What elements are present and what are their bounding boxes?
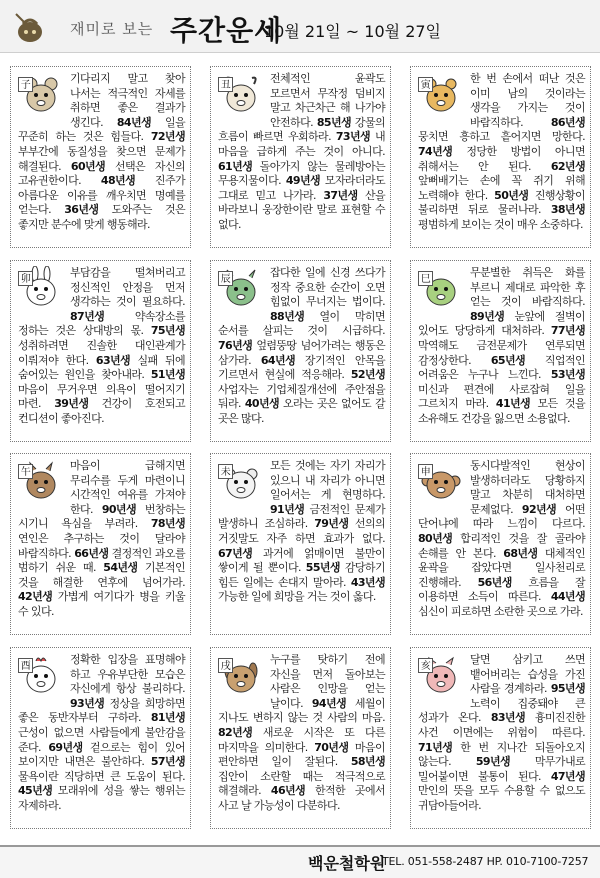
dragon-icon [218, 266, 264, 310]
snake-icon [418, 266, 464, 310]
rabbit-icon [18, 266, 64, 310]
horoscope-panel-rooster [10, 647, 191, 829]
rat-icon [18, 72, 64, 116]
horoscope-text [418, 653, 585, 814]
tiger-icon [418, 72, 464, 116]
page-title: 주간운세 [170, 14, 283, 47]
sheep-icon [218, 459, 264, 503]
horoscope-panel-tiger [410, 66, 591, 248]
horoscope-text [18, 266, 185, 427]
horoscope-body: 달면 삼키고 쓰면 뱉어버리는 습성을 가진 사람을 경계하라. 95년생 노력이 집중돼야 큰 성과가 온다. 83년생 흉미진진한 사건 이면에는 위험이 따른다. 71년생 한 번 지나간 되돌아오지 않는다. 59년생 막무가내로 밀어붙이면 불통이 된다. 47년생 만인의 뜻을 모두 수용할 수 없으도 귀담아들어라. [418, 653, 586, 812]
zodiac-hanja-label: 巳 [418, 271, 433, 286]
rooster-icon [18, 653, 64, 697]
horoscope-body: 정확한 입장을 표명해야 하고 우유부단한 모습은 자신에게 항상 불리하다. 93년생 정상을 희망하면 좋은 동반자부터 구하라. 81년생 근성이 없으면 사람들에게 불안감을 준다. 69년생 겉으로는 힘이 있어 보이지만 내면은 불안하다. 57년생 물욕이란 직당하면 큰 도움이 된다. 45년생 모래위에 성을 쌓는 행위는 자제하라. [18, 653, 185, 812]
horoscope-body: 무분별한 취득은 화를 부르니 제대로 파악한 후 얻는 것이 바람직하다. 89년생 눈앞에 절벽이 있어도 당당하게 대처하라. 77년생 막역해도 금전문제가 연루되면 감정상한다. 65년생 직업적인 어려움은 누구나 느낀다. 53년생 미신과 편견에 사로잡혀 일을 그르치지 마라. 41년생 모든 것을 소유해도 건강을 잃으면 소용없다. [418, 266, 585, 425]
zodiac-hanja-label: 午 [18, 464, 33, 479]
horoscope-panel-sheep [210, 453, 391, 635]
horoscope-body: 누구를 탓하기 전에 자신을 먼저 돌아보는 사람은 인망을 얻는 날이다. 94년생 세월이 지나도 변하지 않는 것 사람의 마음. 82년생 새로운 시작은 또 다른 마지막을 의미한다. 70년생 마음이 편안하면 일이 잘된다. 58년생 집안이 소란할 때는 적극적으로 해결해라. 46년생 한적한 곳에서 사고 날 가능성이 다분하다. [218, 653, 385, 812]
zodiac-hanja-label: 申 [418, 464, 433, 479]
zodiac-hanja-label: 卯 [18, 271, 33, 286]
horoscope-text [18, 459, 185, 620]
horoscope-text [218, 459, 385, 605]
horoscope-body: 기다리지 말고 찾아 나서는 적극적인 자세를 취하면 좋은 결과가 생긴다. 84년생 일을 꾸준히 하는 것은 힘들다. 72년생 부부간에 동질성을 찾으면 문제가 해결된다. 60년생 선택은 자신의 고유권한이다. 48년생 진주가 아름다운 이유를 깨우치면 명예를 얻는다. 36년생 도와주는 것은 좋지만 분수에 맞게 행동해라. [18, 72, 186, 231]
zodiac-hanja-label: 寅 [418, 77, 433, 92]
horoscope-body: 전체적인 윤곽도 모르면서 무작정 덤비지 말고 차근차근 해 나가야 안전하다. 85년생 강물의 흐름이 빠르면 우회하라. 73년생 내 마음을 급하게 주는 것이 아니다. 61년생 돌아가지 않는 물레방아는 무용지물이다. 49년생 모자라더라도 그대로 믿고 나가라. 37년생 산을 바라보니 웅장한이란 말로 표현할 수 없다. [218, 72, 385, 231]
horoscope-body: 모든 것에는 자기 자리가 있으니 내 자리가 아니면 일어서는 게 현명하다. 91년생 금전적인 문제가 발생하니 조심하라. 79년생 선의의 거짓말도 자주 하면 효과가 없다. 67년생 과거에 얽매이면 불만이 쌓이게 될 뿐이다. 55년생 감당하기 힘든 일에는 손대지 말아라. 43년생 가능한 일에 희망을 거는 것이 옳다. [218, 459, 385, 604]
ox-icon [218, 72, 264, 116]
horoscope-panel-dragon [210, 260, 391, 442]
footer-contact: TEL. 051-558-2487 HP. 010-7100-7257 [382, 855, 589, 868]
horoscope-text [18, 72, 185, 233]
horoscope-text [418, 459, 585, 620]
header-subtitle: 재미로 보는 [70, 20, 154, 38]
horoscope-text [218, 72, 385, 233]
date-range: 10월 21일 ~ 10월 27일 [264, 22, 442, 41]
footer-divider [0, 845, 600, 847]
footer-name: 백운철학원 [308, 854, 386, 873]
zodiac-hanja-label: 辰 [218, 271, 233, 286]
horoscope-panel-ox [210, 66, 391, 248]
horoscope-body: 잡다한 일에 신경 쓰다가 정작 중요한 순간이 오면 힘없이 무너지는 법이다. 88년생 열이 막히면 순서를 살피는 것이 시급하다. 76년생 엎렴뚱땅 넘어가려는 행동은 삼가라. 64년생 장기적인 안목을 기르면서 현실에 적응해라. 52년생 사업자는 기업체질개선에 주안점을 둬라. 40년생 오라는 곳은 없어도 갈 곳은 많다. [218, 266, 386, 425]
dog-icon [218, 653, 264, 697]
zodiac-hanja-label: 亥 [418, 658, 433, 673]
horoscope-text [418, 72, 585, 233]
horoscope-panel-snake [410, 260, 591, 442]
horoscope-text [218, 266, 385, 427]
fortune-bag-icon [10, 6, 50, 46]
horoscope-panel-pig [410, 647, 591, 829]
horoscope-text [418, 266, 585, 427]
zodiac-hanja-label: 戌 [218, 658, 233, 673]
horoscope-text [18, 653, 185, 814]
zodiac-hanja-label: 子 [18, 77, 33, 92]
horoscope-body: 동시다발적인 현상이 발생하더라도 당황하지 말고 차분히 대처하면 문제없다. 92년생 어떤 단어냐에 따라 느낌이 다르다. 80년생 합리적인 것을 잘 골라야 손해를 안 본다. 68년생 대체적인 윤곽을 잡았다면 일사천리로 진행해라. 56년생 흐름을 잘 이용하면 소득이 따른다. 44년생 심신이 피로하면 소란한 곳으로 가라. [418, 459, 585, 618]
zodiac-hanja-label: 未 [218, 464, 233, 479]
horoscope-panel-dog [210, 647, 391, 829]
horoscope-text [218, 653, 385, 814]
horoscope-body: 마음이 급해지면 무리수를 두게 마련이니 시간적인 여유를 가져야 한다. 90년생 번창하는 시기니 욕심을 부려라. 78년생 연인은 추구하는 것이 달라야 바람직하다. 66년생 결정적인 과오를 범하기 쉬운 때. 54년생 기본적인 것을 해결한 연후에 넘어가라. 42년생 가볍게 여기다가 병을 키울 수 있다. [18, 459, 185, 618]
horoscope-panel-monkey [410, 453, 591, 635]
horoscope-panel-horse [10, 453, 191, 635]
pig-icon [418, 653, 464, 697]
header [0, 0, 600, 53]
monkey-icon [418, 459, 464, 503]
zodiac-hanja-label: 丑 [218, 77, 233, 92]
horoscope-body: 한 번 손에서 떠난 것은 이미 남의 것이라는 생각을 가지는 것이 바람직하다. 86년생 뭉치면 흥하고 흩어지면 망한다. 74년생 정당한 방법이 아니면 취해서는 안 된다. 62년생 앞뻐배기는 손에 꼭 쥐기 위해 노력해야 한다. 50년생 진행상황이 불리하면 뒤로 물러나라. 38년생 평범하게 보이는 것이 매우 소중하다. [418, 72, 585, 231]
horoscope-body: 부담감을 떨쳐버리고 정신적인 안정을 먼저 생각하는 것이 필요하다. 87년생 약속장소를 정하는 것은 상대방의 몫. 75년생 성취하려면 진솔한 대인관계가 이뤄져야 한다. 63년생 실패 뒤에 숨어있는 원인을 찾아내라. 51년생 마음이 무거우면 의욕이 떨어지기 마련. 39년생 건강이 호전되고 컨디션이 좋아진다. [18, 266, 185, 425]
zodiac-hanja-label: 酉 [18, 658, 33, 673]
horoscope-panel-rabbit [10, 260, 191, 442]
horse-icon [18, 459, 64, 503]
horoscope-panel-rat [10, 66, 191, 248]
